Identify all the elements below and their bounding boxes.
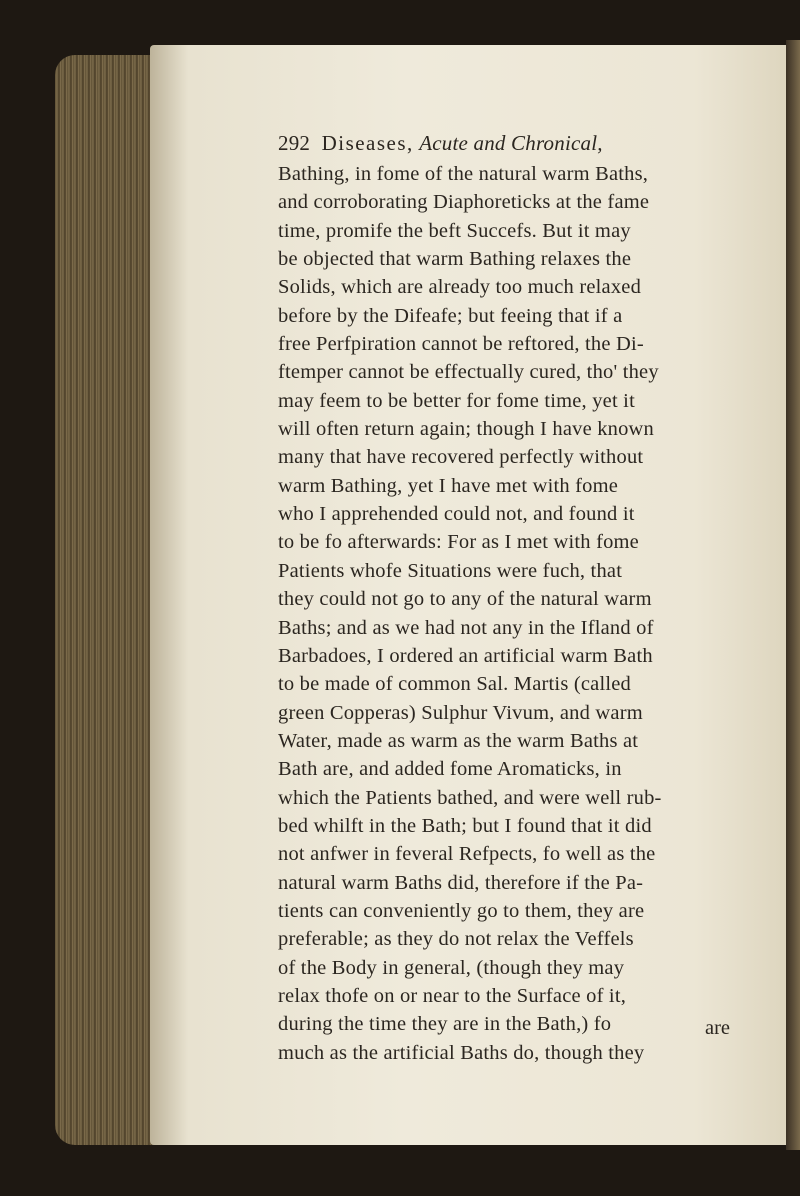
text-line: time, promife the beft Succefs. But it may <box>278 219 631 242</box>
text-line: Bath are, and added fome Aromaticks, in <box>278 758 622 781</box>
text-line: relax thofe on or near to the Surface of it, <box>278 984 627 1007</box>
text-line: they could not go to any of the natural warm <box>278 588 652 611</box>
text-line: green Copperas) Sulphur Vivum, and warm <box>278 701 643 724</box>
text-line: Bathing, in fome of the natural warm Baths, <box>278 163 649 185</box>
text-line: preferable; as they do not relax the Veffels <box>278 928 634 951</box>
text-line: Baths; and as we had not any in the Ifland of <box>278 616 654 639</box>
text-line: free Perfpiration cannot be reftored, the Di- <box>278 333 644 356</box>
running-title: Diseases, <box>321 131 414 155</box>
text-line: of the Body in general, (though they may <box>278 956 625 979</box>
text-line: Water, made as warm as the warm Baths at <box>278 729 639 752</box>
text-line: much as the artificial Baths do, though they <box>278 1041 645 1064</box>
text-line: many that have recovered perfectly without <box>278 446 644 469</box>
text-line: will often return again; though I have known <box>278 418 654 441</box>
text-line: warm Bathing, yet I have met with fome <box>278 474 619 497</box>
page-number: 292 <box>278 131 311 155</box>
text-line: ftemper cannot be effectually cured, tho' they <box>278 361 659 384</box>
text-line: natural warm Baths did, therefore if the Pa- <box>278 871 644 894</box>
text-line: Barbadoes, I ordered an artificial warm Bath <box>278 644 653 667</box>
page-text <box>278 126 798 1067</box>
text-line: during the time they are in the Bath,) fo <box>278 1013 612 1036</box>
text-line: not anfwer in feveral Refpects, fo well as the <box>278 843 656 866</box>
text-line: and corroborating Diaphoreticks at the fame <box>278 191 650 214</box>
text-line: tients can conveniently go to them, they are <box>278 899 645 922</box>
running-header <box>278 126 798 160</box>
text-line: be objected that warm Bathing relaxes the <box>278 248 632 271</box>
text-line: bed whilft in the Bath; but I found that it did <box>278 814 652 837</box>
text-line: to be fo afterwards: For as I met with fome <box>278 531 639 554</box>
text-line: may feem to be better for fome time, yet it <box>278 389 635 412</box>
text-line: which the Patients bathed, and were well rub- <box>278 786 662 809</box>
text-line: Patients whofe Situations were fuch, that <box>278 559 623 582</box>
text-line: to be made of common Sal. Martis (called <box>278 673 631 696</box>
text-line: who I apprehended could not, and found it <box>278 503 635 526</box>
running-title-italic: Acute and Chronical, <box>419 131 603 155</box>
catchword: are <box>705 1017 731 1039</box>
text-line: Solids, which are already too much relaxed <box>278 276 642 299</box>
text-line: before by the Difeafe; but feeing that if a <box>278 304 623 327</box>
